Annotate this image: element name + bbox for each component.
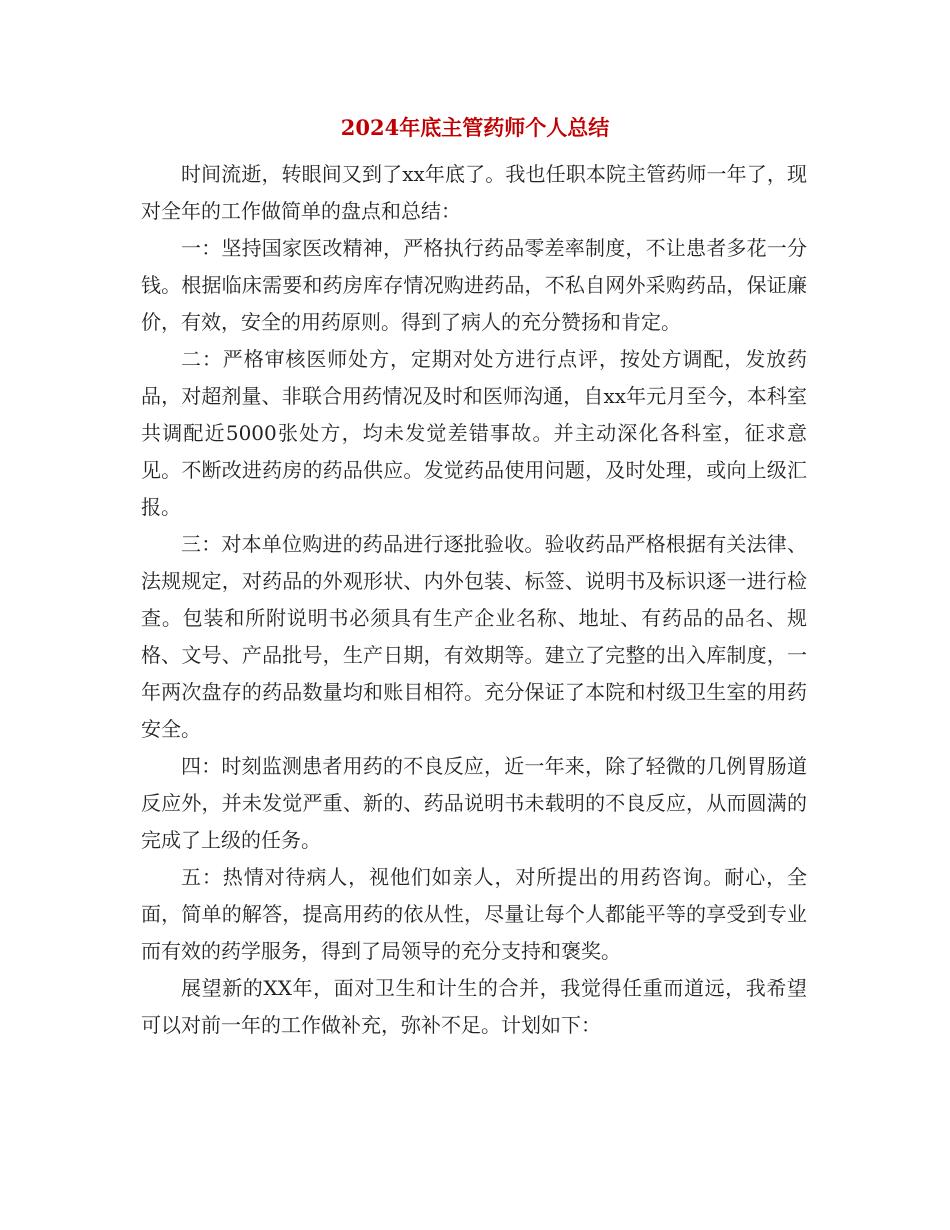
document-body bbox=[141, 156, 807, 1044]
page-title: 2024年底主管药师个人总结 bbox=[340, 115, 610, 140]
paragraph-item-3: 三：对本单位购进的药品进行逐批验收。验收药品严格根据有关法律、法规规定，对药品的外观形状、内外包装、标签、说明书及标识逐一进行检查。包装和所附说明书必须具有生产企业名称、地址、有药品的品名、规格、文号、产品批号，生产日期，有效期等。建立了完整的出入库制度，一年两次盘存的药品数量均和账目相符。充分保证了本院和村级卫生室的用药安全。 bbox=[141, 532, 807, 741]
paragraph-item-2: 二：严格审核医师处方，定期对处方进行点评，按处方调配，发放药品，对超剂量、非联合用药情况及时和医师沟通，自xx年元月至今，本科室共调配近5000张处方，均未发觉差错事故。并主动深化各科室，征求意见。不断改进药房的药品供应。发觉药品使用问题，及时处理，或向上级汇报。 bbox=[141, 347, 807, 519]
paragraph-item-4: 四：时刻监测患者用药的不良反应，近一年来，除了轻微的几例胃肠道反应外，并未发觉严重、新的、药品说明书未载明的不良反应，从而圆满的完成了上级的任务。 bbox=[141, 754, 807, 852]
paragraph-outlook: 展望新的XX年，面对卫生和计生的合并，我觉得任重而道远，我希望可以对前一年的工作做补充，弥补不足。计划如下： bbox=[141, 976, 807, 1037]
paragraph-intro: 时间流逝，转眼间又到了xx年底了。我也任职本院主管药师一年了，现对全年的工作做简单的盘点和总结： bbox=[141, 162, 807, 223]
paragraph-item-1: 一：坚持国家医改精神，严格执行药品零差率制度，不让患者多花一分钱。根据临床需要和药房库存情况购进药品，不私自网外采购药品，保证廉价，有效，安全的用药原则。得到了病人的充分赞扬和肯定。 bbox=[141, 236, 807, 334]
paragraph-item-5: 五：热情对待病人，视他们如亲人，对所提出的用药咨询。耐心，全面，简单的解答，提高用药的依从性，尽量让每个人都能平等的享受到专业而有效的药学服务，得到了局领导的充分支持和褒奖。 bbox=[141, 865, 807, 963]
